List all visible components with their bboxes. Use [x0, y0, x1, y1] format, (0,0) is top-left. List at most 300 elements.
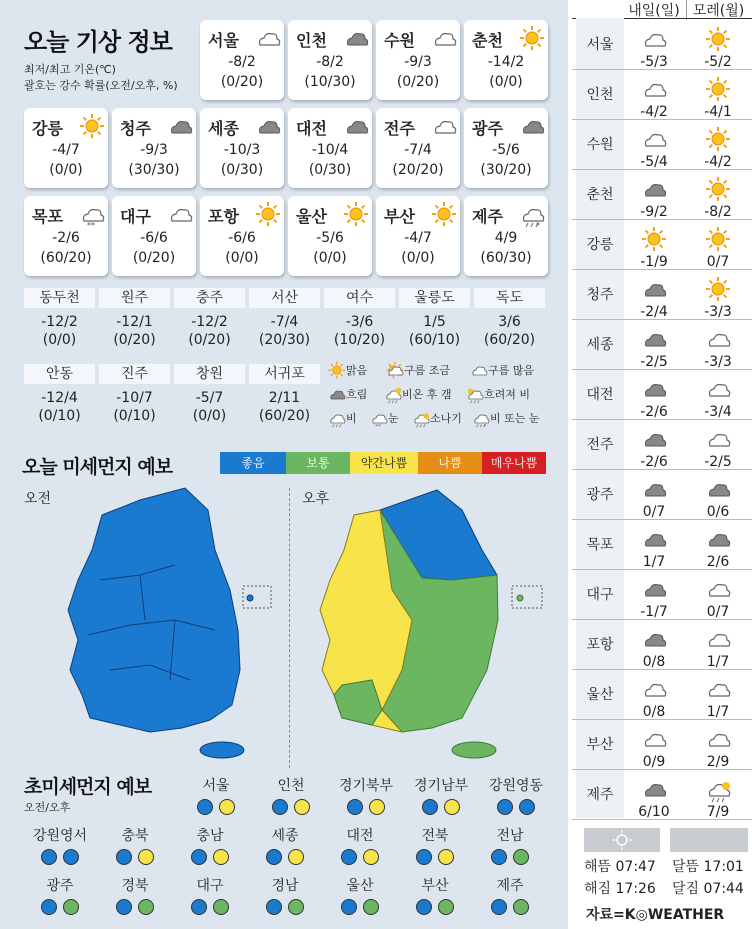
cloud-icon — [430, 113, 458, 141]
moon-box — [670, 828, 748, 852]
city-card — [288, 196, 372, 276]
small-city-prob: (0/0) — [192, 408, 227, 424]
legend-icon-wrap — [471, 409, 487, 429]
legend-icon-wrap — [411, 409, 425, 423]
cloud-icon — [254, 25, 282, 53]
weather-icon-wrap — [166, 113, 194, 139]
am-dot — [491, 899, 507, 915]
cloud-icon — [640, 76, 668, 104]
pm25-region-name: 서울 — [202, 778, 230, 794]
am-dot — [116, 849, 132, 865]
am-dot — [116, 899, 132, 915]
pm-dot — [213, 849, 229, 865]
sunrise: 해뜸 07:47 — [584, 859, 656, 875]
city-card — [288, 108, 372, 188]
forecast-city: 부산 — [586, 737, 614, 753]
legend-icon-wrap — [327, 409, 341, 423]
small-city-temp: -12/2 — [41, 314, 78, 330]
pm25-region — [324, 876, 396, 915]
legend-item — [328, 362, 367, 378]
city-card — [200, 108, 284, 188]
sunset: 해짐 17:26 — [584, 881, 656, 897]
weather-icon-wrap — [254, 113, 282, 139]
temp-note: 최저/최고 기온(℃) — [24, 63, 116, 76]
day1-cell — [622, 526, 686, 570]
small-city-temp: -12/1 — [116, 314, 153, 330]
day1-temp: -4/2 — [640, 104, 668, 120]
day2-temp: -4/1 — [704, 104, 732, 120]
small-city-temp: -10/7 — [116, 390, 153, 406]
pm25-region-name: 경기남부 — [413, 778, 469, 794]
legend-icon-wrap — [369, 409, 383, 429]
forecast-row — [572, 322, 752, 370]
city-card — [112, 196, 196, 276]
weather-icon-wrap — [430, 25, 458, 51]
day2-cell — [686, 326, 750, 370]
legend-item — [386, 362, 450, 378]
sun-icon — [704, 226, 732, 254]
forecast-row — [572, 372, 752, 420]
forecast-row — [572, 472, 752, 520]
day1-cell — [622, 476, 686, 520]
pm25-region — [399, 826, 471, 865]
city-card — [376, 108, 460, 188]
legend-label: 구름 조금 — [404, 364, 451, 377]
legend-item — [384, 386, 452, 402]
legend-item — [466, 386, 530, 402]
small-city-temp: -3/6 — [345, 314, 374, 330]
forecast-row — [572, 122, 752, 170]
pm25-region — [399, 876, 471, 915]
sun-box — [584, 828, 660, 852]
cloud-icon — [166, 201, 194, 229]
small-city-name: 진주 — [99, 364, 170, 384]
temp: -4/7 — [52, 142, 80, 158]
pm25-region — [330, 776, 402, 815]
city-card — [464, 20, 548, 100]
cloud-icon — [469, 361, 489, 381]
city-name: 서울 — [208, 31, 239, 50]
day2-temp: 0/7 — [706, 254, 730, 270]
legend-item — [370, 410, 399, 429]
legend-label: 구름 많음 — [488, 364, 535, 377]
day1-temp: -5/3 — [640, 54, 668, 70]
day1-header: 내일(일) — [628, 3, 680, 19]
svg-text:**: ** — [87, 221, 95, 229]
legend-icon-wrap — [327, 361, 341, 375]
pm25-region — [99, 876, 171, 915]
forecast-row — [572, 572, 752, 620]
small-city-name: 동두천 — [24, 288, 95, 308]
pm25-region-name: 대전 — [346, 828, 374, 844]
temp: -9/3 — [140, 142, 168, 158]
legend-label: 비 — [346, 412, 357, 425]
small-city-temp: -5/7 — [195, 390, 224, 406]
cloudy-icon — [704, 526, 732, 554]
prob: (30/30) — [128, 162, 180, 178]
prob: (60/30) — [480, 250, 532, 266]
city-name: 춘천 — [472, 31, 503, 50]
cloudy-icon — [342, 25, 370, 53]
small-city-name: 독도 — [474, 288, 545, 308]
day1-temp: -2/4 — [640, 304, 668, 320]
pm25-region — [180, 776, 252, 815]
pm25-region-name: 전북 — [421, 828, 449, 844]
forecast-city: 대전 — [586, 387, 614, 403]
pm-dot — [519, 799, 535, 815]
weather-icon-wrap — [430, 113, 458, 139]
temp: -9/3 — [404, 54, 432, 70]
weather-icon-wrap — [78, 113, 106, 139]
forecast-city: 포항 — [586, 637, 614, 653]
cloud-icon — [640, 26, 668, 54]
cloud-icon — [704, 626, 732, 654]
small-city — [174, 288, 245, 348]
prob: (0/20) — [220, 74, 264, 90]
pm-dot — [288, 849, 304, 865]
pm25-region-name: 충남 — [196, 828, 224, 844]
pm-dot — [138, 899, 154, 915]
day2-cell — [686, 726, 750, 770]
day2-header: 모레(월) — [686, 0, 750, 20]
am-dot — [272, 799, 288, 815]
temp: -10/3 — [223, 142, 261, 158]
snow-icon — [78, 201, 106, 229]
city-name: 세종 — [208, 119, 239, 138]
pm25-region — [324, 826, 396, 865]
small-city-prob: (60/20) — [258, 408, 311, 424]
small-city-temp: 1/5 — [423, 314, 446, 330]
day2-cell — [686, 226, 750, 270]
small-city — [249, 288, 320, 348]
forecast-row — [572, 522, 752, 570]
prob: (0/20) — [132, 250, 176, 266]
temp: -4/7 — [404, 230, 432, 246]
small-city-prob: (10/20) — [333, 332, 386, 348]
forecast-row — [572, 272, 752, 320]
cloudy-icon — [518, 113, 546, 141]
dust-level: 좋음 — [220, 452, 286, 474]
small-city-name: 충주 — [174, 288, 245, 308]
forecast-city: 강릉 — [586, 237, 614, 253]
pm25-region — [24, 826, 96, 865]
city-name: 전주 — [384, 119, 415, 138]
pm-dot — [513, 849, 529, 865]
day1-temp: -1/7 — [640, 604, 668, 620]
day1-temp: -5/4 — [640, 154, 668, 170]
sun-icon — [430, 201, 458, 229]
cloud-icon — [640, 126, 668, 154]
day1-cell — [622, 626, 686, 670]
small-city-name: 서산 — [249, 288, 320, 308]
forecast-city: 수원 — [586, 137, 614, 153]
day2-temp: 0/7 — [706, 604, 730, 620]
city-name: 포항 — [208, 207, 239, 226]
sun-icon — [704, 176, 732, 204]
weather-icon-wrap — [518, 25, 546, 51]
cloudy-icon — [704, 476, 732, 504]
day2-temp: -3/3 — [704, 304, 732, 320]
day1-temp: -2/5 — [640, 354, 668, 370]
legend-label: 소나기 — [430, 412, 462, 425]
day1-temp: 0/7 — [642, 504, 666, 520]
day2-cell — [686, 426, 750, 470]
am-dot — [497, 799, 513, 815]
cloud-icon — [640, 726, 668, 754]
city-name: 인천 — [296, 31, 327, 50]
moonset: 달짐 07:44 — [672, 881, 744, 897]
day1-temp: 0/9 — [642, 754, 666, 770]
partly-cloudy-icon — [385, 361, 405, 381]
cloud-icon — [704, 676, 732, 704]
small-city-prob: (0/10) — [38, 408, 81, 424]
forecast-row — [572, 72, 752, 120]
rain-then-clear-icon — [383, 385, 403, 405]
pm25-sub: 오전/오후 — [24, 801, 71, 814]
day1-cell — [622, 276, 686, 320]
am-dot — [191, 899, 207, 915]
cloudy-icon — [640, 176, 668, 204]
forecast-city: 제주 — [586, 787, 614, 803]
snow-icon — [369, 409, 389, 429]
pm-dot — [63, 899, 79, 915]
pm25-region-name: 인천 — [277, 778, 305, 794]
day1-temp: -9/2 — [640, 204, 668, 220]
city-name: 청주 — [120, 119, 151, 138]
pm25-region — [174, 826, 246, 865]
day1-cell — [622, 126, 686, 170]
pm-dot — [288, 899, 304, 915]
forecast-row — [572, 722, 752, 770]
prob: (0/30) — [220, 162, 264, 178]
city-name: 부산 — [384, 207, 415, 226]
pm-dot — [219, 799, 235, 815]
prob-note: 괄호는 강수 확률(오전/오후, %) — [24, 79, 178, 92]
legend-icon-wrap — [327, 385, 341, 399]
cloudy-icon — [640, 626, 668, 654]
small-city — [474, 288, 545, 348]
temp: -7/4 — [404, 142, 432, 158]
sun-icon — [518, 25, 546, 53]
am-dot — [347, 799, 363, 815]
pm-label: 오후 — [302, 491, 330, 507]
day2-temp: -4/2 — [704, 154, 732, 170]
cloud-icon — [640, 676, 668, 704]
weather-icon-wrap — [254, 25, 282, 51]
sun-icon — [327, 361, 347, 381]
cloudy-icon — [327, 385, 347, 405]
temp: -5/6 — [316, 230, 344, 246]
legend-item — [328, 386, 367, 402]
cloudy-icon — [640, 376, 668, 404]
prob: (0/0) — [489, 74, 523, 90]
day1-temp: 6/10 — [638, 804, 670, 820]
am-dot — [41, 849, 57, 865]
forecast-row — [572, 222, 752, 270]
small-city-temp: 3/6 — [498, 314, 521, 330]
forecast-row — [572, 622, 752, 670]
pm-dot — [63, 849, 79, 865]
pm25-region-name: 경기북부 — [338, 778, 394, 794]
day2-temp: 7/9 — [706, 804, 730, 820]
day1-cell — [622, 426, 686, 470]
am-dot — [416, 899, 432, 915]
prob: (30/20) — [480, 162, 532, 178]
temp: -8/2 — [228, 54, 256, 70]
moonrise: 달뜸 17:01 — [672, 859, 744, 875]
day1-cell — [622, 726, 686, 770]
day1-temp: -1/9 — [640, 254, 668, 270]
pm25-region — [249, 826, 321, 865]
weather-icon-wrap — [78, 201, 106, 227]
small-city-name: 울릉도 — [399, 288, 470, 308]
cloud-icon — [704, 576, 732, 604]
day2-temp: -3/4 — [704, 404, 732, 420]
temp: -5/6 — [492, 142, 520, 158]
day2-temp: 2/6 — [706, 554, 730, 570]
legend-label: 맑음 — [346, 364, 368, 377]
prob: (0/20) — [396, 74, 440, 90]
am-dot — [491, 849, 507, 865]
pm-dot — [138, 849, 154, 865]
small-city — [399, 288, 470, 348]
day2-temp: -5/2 — [704, 54, 732, 70]
legend-item — [470, 362, 534, 378]
day2-cell — [686, 176, 750, 220]
small-city — [174, 364, 245, 424]
sun-icon — [704, 26, 732, 54]
cloud-icon — [704, 726, 732, 754]
small-city — [324, 288, 395, 348]
day1-cell — [622, 776, 686, 820]
prob: (0/0) — [313, 250, 347, 266]
source: 자료=K◎WEATHER — [586, 907, 725, 923]
weather-icon-wrap — [342, 201, 370, 227]
city-card — [200, 196, 284, 276]
small-city-name: 원주 — [99, 288, 170, 308]
day2-cell — [686, 476, 750, 520]
small-city-name: 창원 — [174, 364, 245, 384]
forecast-row — [572, 422, 752, 470]
day1-cell — [622, 676, 686, 720]
small-city — [99, 288, 170, 348]
city-name: 제주 — [472, 207, 503, 226]
forecast-city: 대구 — [586, 587, 614, 603]
legend-icon-wrap — [469, 361, 483, 375]
sun-icon — [640, 226, 668, 254]
day1-temp: -2/6 — [640, 404, 668, 420]
am-dot — [191, 849, 207, 865]
am-dot — [266, 899, 282, 915]
forecast-city: 세종 — [586, 337, 614, 353]
prob: (10/30) — [304, 74, 356, 90]
pm-dot — [438, 849, 454, 865]
day2-cell — [686, 576, 750, 620]
day2-cell — [686, 626, 750, 670]
small-city — [249, 364, 320, 424]
sun-outline-icon — [584, 828, 660, 852]
small-city-prob: (0/20) — [188, 332, 231, 348]
pm25-region-name: 강원영서 — [32, 828, 88, 844]
pm25-region-name: 대구 — [196, 878, 224, 894]
pm25-region — [474, 876, 546, 915]
pm-dot — [369, 799, 385, 815]
page-title: 오늘 기상 정보 — [24, 28, 172, 56]
legend-item — [472, 410, 540, 429]
pm-map — [320, 490, 542, 758]
city-card — [112, 108, 196, 188]
forecast-row — [572, 172, 752, 220]
small-city-name: 서귀포 — [249, 364, 320, 384]
shower-icon — [411, 409, 431, 429]
legend-label: 비온 후 갬 — [402, 388, 452, 401]
cloudy-icon — [640, 476, 668, 504]
pm-dot — [438, 899, 454, 915]
right-panel — [572, 0, 752, 929]
am-label: 오전 — [24, 491, 52, 507]
cloudy-icon — [342, 113, 370, 141]
city-card — [24, 108, 108, 188]
small-city-prob: (20/30) — [258, 332, 311, 348]
pm-dot — [363, 849, 379, 865]
sun-icon — [78, 113, 106, 141]
temp: -6/6 — [140, 230, 168, 246]
day2-cell — [686, 26, 750, 70]
pm25-region — [99, 826, 171, 865]
pm25-region — [255, 776, 327, 815]
city-name: 목포 — [32, 207, 63, 226]
pm25-title: 초미세먼지 예보 — [24, 776, 152, 798]
cloudy-icon — [166, 113, 194, 141]
dust-level: 나쁨 — [418, 452, 482, 474]
forecast-city: 울산 — [586, 687, 614, 703]
am-dot — [197, 799, 213, 815]
cloudy-icon — [640, 776, 668, 804]
rain-icon — [327, 409, 347, 429]
cloudy-icon — [640, 526, 668, 554]
pm25-region — [24, 876, 96, 915]
day1-temp: -2/6 — [640, 454, 668, 470]
day1-cell — [622, 26, 686, 70]
sun-icon — [704, 276, 732, 304]
city-card — [288, 20, 372, 100]
day1-cell — [622, 76, 686, 120]
am-dot — [341, 849, 357, 865]
temp: -10/4 — [311, 142, 349, 158]
day2-cell — [686, 676, 750, 720]
cloudy-icon — [254, 113, 282, 141]
rain-or-snow-icon — [518, 201, 546, 229]
day1-cell — [622, 326, 686, 370]
pm25-region — [405, 776, 477, 815]
forecast-row — [572, 672, 752, 720]
legend-item — [328, 410, 357, 426]
day2-temp: 1/7 — [706, 654, 730, 670]
city-card — [376, 20, 460, 100]
day1-cell — [622, 226, 686, 270]
sun-icon — [704, 126, 732, 154]
pm25-region — [480, 776, 552, 815]
am-dot — [41, 899, 57, 915]
am-dot — [341, 899, 357, 915]
forecast-city: 목포 — [586, 537, 614, 553]
legend-icon-wrap — [465, 385, 479, 399]
day1-temp: 0/8 — [642, 704, 666, 720]
small-city-temp: 2/11 — [268, 390, 301, 406]
pm25-region — [174, 876, 246, 915]
temp: -14/2 — [487, 54, 525, 70]
day2-temp: 1/7 — [706, 704, 730, 720]
